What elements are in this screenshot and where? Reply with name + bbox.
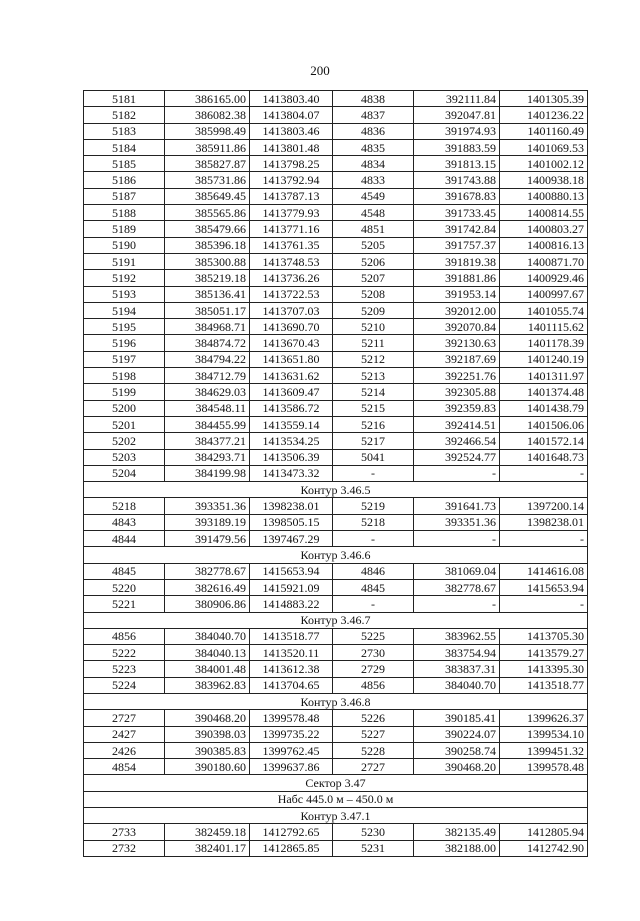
point-id-cell: 2733 bbox=[84, 824, 165, 840]
table-row bbox=[84, 205, 588, 221]
y-coordinate-cell: 1398505.15 bbox=[250, 514, 333, 530]
y-coordinate-cell: 1399626.37 bbox=[500, 710, 588, 726]
table-row bbox=[84, 319, 588, 335]
section-title: Контур 3.47.1 bbox=[84, 808, 588, 824]
y-coordinate-cell: 1413722.53 bbox=[250, 286, 333, 302]
table-row bbox=[84, 237, 588, 253]
x-coordinate-cell: 384874.72 bbox=[165, 335, 250, 351]
section-header-row bbox=[84, 612, 588, 628]
point-id-cell: 4844 bbox=[84, 531, 165, 547]
y-coordinate-cell: 1415653.94 bbox=[500, 579, 588, 595]
section-header-row bbox=[84, 791, 588, 807]
y-coordinate-cell: 1413473.32 bbox=[250, 465, 333, 481]
y-coordinate-cell: 1413705.30 bbox=[500, 628, 588, 644]
point-id-cell: 5192 bbox=[84, 270, 165, 286]
x-coordinate-cell: 390258.74 bbox=[414, 742, 500, 758]
section-title: Сектор 3.47 bbox=[84, 775, 588, 791]
x-coordinate-cell: 385136.41 bbox=[165, 286, 250, 302]
table-row bbox=[84, 514, 588, 530]
table-row bbox=[84, 139, 588, 155]
x-coordinate-cell: 392359.83 bbox=[414, 400, 500, 416]
point-id-cell: 5201 bbox=[84, 416, 165, 432]
y-coordinate-cell: 1412742.90 bbox=[500, 840, 588, 856]
table-row bbox=[84, 759, 588, 775]
point-id-cell: 5210 bbox=[333, 319, 414, 335]
point-id-cell: 5190 bbox=[84, 237, 165, 253]
point-id-cell: 5198 bbox=[84, 368, 165, 384]
x-coordinate-cell: 385565.86 bbox=[165, 205, 250, 221]
table-row bbox=[84, 824, 588, 840]
x-coordinate-cell: 382401.17 bbox=[165, 840, 250, 856]
point-id-cell: 4845 bbox=[333, 579, 414, 595]
y-coordinate-cell: 1413804.07 bbox=[250, 107, 333, 123]
point-id-cell: - bbox=[333, 596, 414, 612]
y-coordinate-cell: 1401236.22 bbox=[500, 107, 588, 123]
y-coordinate-cell: 1413579.27 bbox=[500, 645, 588, 661]
x-coordinate-cell: 382778.67 bbox=[165, 563, 250, 579]
table-row bbox=[84, 286, 588, 302]
x-coordinate-cell: 382188.00 bbox=[414, 840, 500, 856]
y-coordinate-cell: 1400814.55 bbox=[500, 205, 588, 221]
y-coordinate-cell: 1413670.43 bbox=[250, 335, 333, 351]
point-id-cell: 4834 bbox=[333, 156, 414, 172]
x-coordinate-cell: 392305.88 bbox=[414, 384, 500, 400]
section-header-row bbox=[84, 775, 588, 791]
x-coordinate-cell: 385998.49 bbox=[165, 123, 250, 139]
point-id-cell: 5212 bbox=[333, 351, 414, 367]
y-coordinate-cell: 1401572.14 bbox=[500, 433, 588, 449]
point-id-cell: 5224 bbox=[84, 677, 165, 693]
x-coordinate-cell: 386082.38 bbox=[165, 107, 250, 123]
y-coordinate-cell: 1413771.16 bbox=[250, 221, 333, 237]
section-title: Контур 3.46.8 bbox=[84, 693, 588, 709]
y-coordinate-cell: 1413609.47 bbox=[250, 384, 333, 400]
y-coordinate-cell: 1400816.13 bbox=[500, 237, 588, 253]
x-coordinate-cell: 393351.36 bbox=[165, 498, 250, 514]
point-id-cell: 5230 bbox=[333, 824, 414, 840]
table-row bbox=[84, 351, 588, 367]
y-coordinate-cell: 1413612.38 bbox=[250, 661, 333, 677]
table-row bbox=[84, 563, 588, 579]
point-id-cell: 5186 bbox=[84, 172, 165, 188]
y-coordinate-cell: 1413518.77 bbox=[500, 677, 588, 693]
y-coordinate-cell: 1400997.67 bbox=[500, 286, 588, 302]
point-id-cell: 2730 bbox=[333, 645, 414, 661]
table-row bbox=[84, 91, 588, 107]
table-row bbox=[84, 742, 588, 758]
x-coordinate-cell: 390224.07 bbox=[414, 726, 500, 742]
table-row bbox=[84, 156, 588, 172]
table-row bbox=[84, 498, 588, 514]
section-title: Набс 445.0 м – 450.0 м bbox=[84, 791, 588, 807]
table-row bbox=[84, 221, 588, 237]
point-id-cell: 5215 bbox=[333, 400, 414, 416]
point-id-cell: 5228 bbox=[333, 742, 414, 758]
point-id-cell: 5199 bbox=[84, 384, 165, 400]
point-id-cell: 4835 bbox=[333, 139, 414, 155]
y-coordinate-cell: 1399637.86 bbox=[250, 759, 333, 775]
y-coordinate-cell: 1412792.65 bbox=[250, 824, 333, 840]
x-coordinate-cell: 392070.84 bbox=[414, 319, 500, 335]
x-coordinate-cell: 385731.86 bbox=[165, 172, 250, 188]
x-coordinate-cell: 385219.18 bbox=[165, 270, 250, 286]
point-id-cell: 5200 bbox=[84, 400, 165, 416]
y-coordinate-cell: - bbox=[500, 596, 588, 612]
x-coordinate-cell: 385911.86 bbox=[165, 139, 250, 155]
table-row bbox=[84, 677, 588, 693]
y-coordinate-cell: 1413792.94 bbox=[250, 172, 333, 188]
y-coordinate-cell: - bbox=[500, 465, 588, 481]
y-coordinate-cell: 1401055.74 bbox=[500, 302, 588, 318]
section-title: Контур 3.46.7 bbox=[84, 612, 588, 628]
x-coordinate-cell: 384040.70 bbox=[165, 628, 250, 644]
table-row bbox=[84, 416, 588, 432]
y-coordinate-cell: 1400803.27 bbox=[500, 221, 588, 237]
x-coordinate-cell: 381069.04 bbox=[414, 563, 500, 579]
y-coordinate-cell: 1399534.10 bbox=[500, 726, 588, 742]
y-coordinate-cell: 1414616.08 bbox=[500, 563, 588, 579]
table-row bbox=[84, 107, 588, 123]
point-id-cell: 5220 bbox=[84, 579, 165, 595]
x-coordinate-cell: 391678.83 bbox=[414, 188, 500, 204]
point-id-cell: 5207 bbox=[333, 270, 414, 286]
point-id-cell: 5231 bbox=[333, 840, 414, 856]
point-id-cell: 5183 bbox=[84, 123, 165, 139]
x-coordinate-cell: 382459.18 bbox=[165, 824, 250, 840]
y-coordinate-cell: 1413690.70 bbox=[250, 319, 333, 335]
x-coordinate-cell: 384629.03 bbox=[165, 384, 250, 400]
point-id-cell: 5216 bbox=[333, 416, 414, 432]
point-id-cell: 4838 bbox=[333, 91, 414, 107]
table-row bbox=[84, 270, 588, 286]
table-row bbox=[84, 661, 588, 677]
y-coordinate-cell: 1401648.73 bbox=[500, 449, 588, 465]
point-id-cell: 5194 bbox=[84, 302, 165, 318]
table-row bbox=[84, 596, 588, 612]
point-id-cell: 5218 bbox=[84, 498, 165, 514]
y-coordinate-cell: 1399578.48 bbox=[250, 710, 333, 726]
x-coordinate-cell: 384794.22 bbox=[165, 351, 250, 367]
table-row bbox=[84, 123, 588, 139]
y-coordinate-cell: 1401240.19 bbox=[500, 351, 588, 367]
y-coordinate-cell: 1412865.85 bbox=[250, 840, 333, 856]
point-id-cell: 4856 bbox=[333, 677, 414, 693]
y-coordinate-cell: 1413803.46 bbox=[250, 123, 333, 139]
point-id-cell: 5185 bbox=[84, 156, 165, 172]
x-coordinate-cell: 383962.83 bbox=[165, 677, 250, 693]
x-coordinate-cell: 393189.19 bbox=[165, 514, 250, 530]
x-coordinate-cell: 391953.14 bbox=[414, 286, 500, 302]
y-coordinate-cell: 1413748.53 bbox=[250, 253, 333, 269]
point-id-cell: 5189 bbox=[84, 221, 165, 237]
point-id-cell: 4854 bbox=[84, 759, 165, 775]
coordinates-table bbox=[83, 90, 588, 857]
x-coordinate-cell: 384001.48 bbox=[165, 661, 250, 677]
y-coordinate-cell: 1397200.14 bbox=[500, 498, 588, 514]
table-row bbox=[84, 645, 588, 661]
table-row bbox=[84, 172, 588, 188]
point-id-cell: 5214 bbox=[333, 384, 414, 400]
x-coordinate-cell: 384040.13 bbox=[165, 645, 250, 661]
point-id-cell: 4837 bbox=[333, 107, 414, 123]
x-coordinate-cell: 385479.66 bbox=[165, 221, 250, 237]
point-id-cell: 4851 bbox=[333, 221, 414, 237]
x-coordinate-cell: 390468.20 bbox=[414, 759, 500, 775]
x-coordinate-cell: 383837.31 bbox=[414, 661, 500, 677]
x-coordinate-cell: 384293.71 bbox=[165, 449, 250, 465]
point-id-cell: 2727 bbox=[84, 710, 165, 726]
point-id-cell: 2426 bbox=[84, 742, 165, 758]
x-coordinate-cell: - bbox=[414, 531, 500, 547]
x-coordinate-cell: 385051.17 bbox=[165, 302, 250, 318]
y-coordinate-cell: 1413803.40 bbox=[250, 91, 333, 107]
x-coordinate-cell: 390398.03 bbox=[165, 726, 250, 742]
x-coordinate-cell: 384040.70 bbox=[414, 677, 500, 693]
table-row bbox=[84, 335, 588, 351]
table-row bbox=[84, 433, 588, 449]
point-id-cell: 5197 bbox=[84, 351, 165, 367]
y-coordinate-cell: 1401115.62 bbox=[500, 319, 588, 335]
point-id-cell: 4846 bbox=[333, 563, 414, 579]
x-coordinate-cell: 392130.63 bbox=[414, 335, 500, 351]
y-coordinate-cell: 1412805.94 bbox=[500, 824, 588, 840]
point-id-cell: 5209 bbox=[333, 302, 414, 318]
section-header-row bbox=[84, 808, 588, 824]
y-coordinate-cell: 1413395.30 bbox=[500, 661, 588, 677]
y-coordinate-cell: 1399762.45 bbox=[250, 742, 333, 758]
x-coordinate-cell: 391819.38 bbox=[414, 253, 500, 269]
y-coordinate-cell: 1400929.46 bbox=[500, 270, 588, 286]
y-coordinate-cell: 1413586.72 bbox=[250, 400, 333, 416]
section-header-row bbox=[84, 693, 588, 709]
x-coordinate-cell: 382778.67 bbox=[414, 579, 500, 595]
point-id-cell: 5195 bbox=[84, 319, 165, 335]
point-id-cell: 4845 bbox=[84, 563, 165, 579]
point-id-cell: 5187 bbox=[84, 188, 165, 204]
x-coordinate-cell: 383754.94 bbox=[414, 645, 500, 661]
table-row bbox=[84, 726, 588, 742]
x-coordinate-cell: 386165.00 bbox=[165, 91, 250, 107]
y-coordinate-cell: 1413761.35 bbox=[250, 237, 333, 253]
y-coordinate-cell: 1413534.25 bbox=[250, 433, 333, 449]
table-row bbox=[84, 253, 588, 269]
y-coordinate-cell: 1413801.48 bbox=[250, 139, 333, 155]
page-number: 200 bbox=[310, 63, 330, 78]
x-coordinate-cell: 391974.93 bbox=[414, 123, 500, 139]
y-coordinate-cell: 1413651.80 bbox=[250, 351, 333, 367]
y-coordinate-cell: 1415653.94 bbox=[250, 563, 333, 579]
table-row bbox=[84, 384, 588, 400]
point-id-cell: 5193 bbox=[84, 286, 165, 302]
y-coordinate-cell: 1400880.13 bbox=[500, 188, 588, 204]
x-coordinate-cell: 390468.20 bbox=[165, 710, 250, 726]
table-row bbox=[84, 465, 588, 481]
point-id-cell: 5191 bbox=[84, 253, 165, 269]
y-coordinate-cell: 1413704.65 bbox=[250, 677, 333, 693]
point-id-cell: 4856 bbox=[84, 628, 165, 644]
point-id-cell: 4548 bbox=[333, 205, 414, 221]
y-coordinate-cell: 1401305.39 bbox=[500, 91, 588, 107]
point-id-cell: 5227 bbox=[333, 726, 414, 742]
y-coordinate-cell: 1398238.01 bbox=[500, 514, 588, 530]
y-coordinate-cell: 1413559.14 bbox=[250, 416, 333, 432]
point-id-cell: - bbox=[333, 531, 414, 547]
point-id-cell: 4843 bbox=[84, 514, 165, 530]
point-id-cell: 4836 bbox=[333, 123, 414, 139]
x-coordinate-cell: 385649.45 bbox=[165, 188, 250, 204]
point-id-cell: - bbox=[333, 465, 414, 481]
y-coordinate-cell: 1401506.06 bbox=[500, 416, 588, 432]
x-coordinate-cell: 384712.79 bbox=[165, 368, 250, 384]
point-id-cell: 2729 bbox=[333, 661, 414, 677]
point-id-cell: 5196 bbox=[84, 335, 165, 351]
x-coordinate-cell: 380906.86 bbox=[165, 596, 250, 612]
point-id-cell: 5217 bbox=[333, 433, 414, 449]
point-id-cell: 2732 bbox=[84, 840, 165, 856]
x-coordinate-cell: 385827.87 bbox=[165, 156, 250, 172]
x-coordinate-cell: 392466.54 bbox=[414, 433, 500, 449]
y-coordinate-cell: 1399735.22 bbox=[250, 726, 333, 742]
x-coordinate-cell: 391883.59 bbox=[414, 139, 500, 155]
section-header-row bbox=[84, 482, 588, 498]
point-id-cell: 5211 bbox=[333, 335, 414, 351]
x-coordinate-cell: 391743.88 bbox=[414, 172, 500, 188]
y-coordinate-cell: 1399578.48 bbox=[500, 759, 588, 775]
point-id-cell: 5204 bbox=[84, 465, 165, 481]
x-coordinate-cell: 391733.45 bbox=[414, 205, 500, 221]
x-coordinate-cell: 382616.49 bbox=[165, 579, 250, 595]
table-row bbox=[84, 449, 588, 465]
y-coordinate-cell: 1415921.09 bbox=[250, 579, 333, 595]
point-id-cell: 5223 bbox=[84, 661, 165, 677]
x-coordinate-cell: 391881.86 bbox=[414, 270, 500, 286]
x-coordinate-cell: 384377.21 bbox=[165, 433, 250, 449]
point-id-cell: 5184 bbox=[84, 139, 165, 155]
point-id-cell: 5181 bbox=[84, 91, 165, 107]
section-header-row bbox=[84, 547, 588, 563]
y-coordinate-cell: 1401069.53 bbox=[500, 139, 588, 155]
point-id-cell: 5213 bbox=[333, 368, 414, 384]
point-id-cell: 5041 bbox=[333, 449, 414, 465]
y-coordinate-cell: 1401374.48 bbox=[500, 384, 588, 400]
table-row bbox=[84, 628, 588, 644]
point-id-cell: 5202 bbox=[84, 433, 165, 449]
y-coordinate-cell: 1397467.29 bbox=[250, 531, 333, 547]
y-coordinate-cell: - bbox=[500, 531, 588, 547]
table-row bbox=[84, 531, 588, 547]
point-id-cell: 5226 bbox=[333, 710, 414, 726]
y-coordinate-cell: 1413736.26 bbox=[250, 270, 333, 286]
y-coordinate-cell: 1413798.25 bbox=[250, 156, 333, 172]
y-coordinate-cell: 1398238.01 bbox=[250, 498, 333, 514]
y-coordinate-cell: 1401311.97 bbox=[500, 368, 588, 384]
x-coordinate-cell: 384455.99 bbox=[165, 416, 250, 432]
point-id-cell: 5188 bbox=[84, 205, 165, 221]
x-coordinate-cell: 393351.36 bbox=[414, 514, 500, 530]
y-coordinate-cell: 1413707.03 bbox=[250, 302, 333, 318]
point-id-cell: 5221 bbox=[84, 596, 165, 612]
table-row bbox=[84, 302, 588, 318]
x-coordinate-cell: 392414.51 bbox=[414, 416, 500, 432]
y-coordinate-cell: 1399451.32 bbox=[500, 742, 588, 758]
x-coordinate-cell: 383962.55 bbox=[414, 628, 500, 644]
x-coordinate-cell: 384199.98 bbox=[165, 465, 250, 481]
x-coordinate-cell: - bbox=[414, 596, 500, 612]
y-coordinate-cell: 1401002.12 bbox=[500, 156, 588, 172]
x-coordinate-cell: 384548.11 bbox=[165, 400, 250, 416]
point-id-cell: 5222 bbox=[84, 645, 165, 661]
table-row bbox=[84, 710, 588, 726]
x-coordinate-cell: 385300.88 bbox=[165, 253, 250, 269]
y-coordinate-cell: 1400938.18 bbox=[500, 172, 588, 188]
point-id-cell: 5206 bbox=[333, 253, 414, 269]
point-id-cell: 2427 bbox=[84, 726, 165, 742]
y-coordinate-cell: 1413506.39 bbox=[250, 449, 333, 465]
y-coordinate-cell: 1414883.22 bbox=[250, 596, 333, 612]
table-row bbox=[84, 840, 588, 856]
point-id-cell: 5218 bbox=[333, 514, 414, 530]
x-coordinate-cell: 390385.83 bbox=[165, 742, 250, 758]
x-coordinate-cell: 392251.76 bbox=[414, 368, 500, 384]
point-id-cell: 5205 bbox=[333, 237, 414, 253]
x-coordinate-cell: 392524.77 bbox=[414, 449, 500, 465]
point-id-cell: 4833 bbox=[333, 172, 414, 188]
y-coordinate-cell: 1401438.79 bbox=[500, 400, 588, 416]
x-coordinate-cell: 390185.41 bbox=[414, 710, 500, 726]
table-row bbox=[84, 579, 588, 595]
x-coordinate-cell: 392047.81 bbox=[414, 107, 500, 123]
point-id-cell: 5182 bbox=[84, 107, 165, 123]
x-coordinate-cell: 391479.56 bbox=[165, 531, 250, 547]
x-coordinate-cell: 392111.84 bbox=[414, 91, 500, 107]
y-coordinate-cell: 1413518.77 bbox=[250, 628, 333, 644]
x-coordinate-cell: 382135.49 bbox=[414, 824, 500, 840]
x-coordinate-cell: 391641.73 bbox=[414, 498, 500, 514]
table-row bbox=[84, 400, 588, 416]
x-coordinate-cell: 384968.71 bbox=[165, 319, 250, 335]
section-title: Контур 3.46.5 bbox=[84, 482, 588, 498]
y-coordinate-cell: 1413631.62 bbox=[250, 368, 333, 384]
x-coordinate-cell: 390180.60 bbox=[165, 759, 250, 775]
point-id-cell: 5203 bbox=[84, 449, 165, 465]
point-id-cell: 4549 bbox=[333, 188, 414, 204]
y-coordinate-cell: 1401160.49 bbox=[500, 123, 588, 139]
x-coordinate-cell: 392187.69 bbox=[414, 351, 500, 367]
x-coordinate-cell: 385396.18 bbox=[165, 237, 250, 253]
table-row bbox=[84, 188, 588, 204]
y-coordinate-cell: 1400871.70 bbox=[500, 253, 588, 269]
table-row bbox=[84, 368, 588, 384]
y-coordinate-cell: 1413520.11 bbox=[250, 645, 333, 661]
x-coordinate-cell: 392012.00 bbox=[414, 302, 500, 318]
point-id-cell: 5219 bbox=[333, 498, 414, 514]
point-id-cell: 5225 bbox=[333, 628, 414, 644]
y-coordinate-cell: 1401178.39 bbox=[500, 335, 588, 351]
x-coordinate-cell: 391813.15 bbox=[414, 156, 500, 172]
section-title: Контур 3.46.6 bbox=[84, 547, 588, 563]
x-coordinate-cell: 391742.84 bbox=[414, 221, 500, 237]
point-id-cell: 2727 bbox=[333, 759, 414, 775]
y-coordinate-cell: 1413787.13 bbox=[250, 188, 333, 204]
x-coordinate-cell: 391757.37 bbox=[414, 237, 500, 253]
point-id-cell: 5208 bbox=[333, 286, 414, 302]
y-coordinate-cell: 1413779.93 bbox=[250, 205, 333, 221]
x-coordinate-cell: - bbox=[414, 465, 500, 481]
